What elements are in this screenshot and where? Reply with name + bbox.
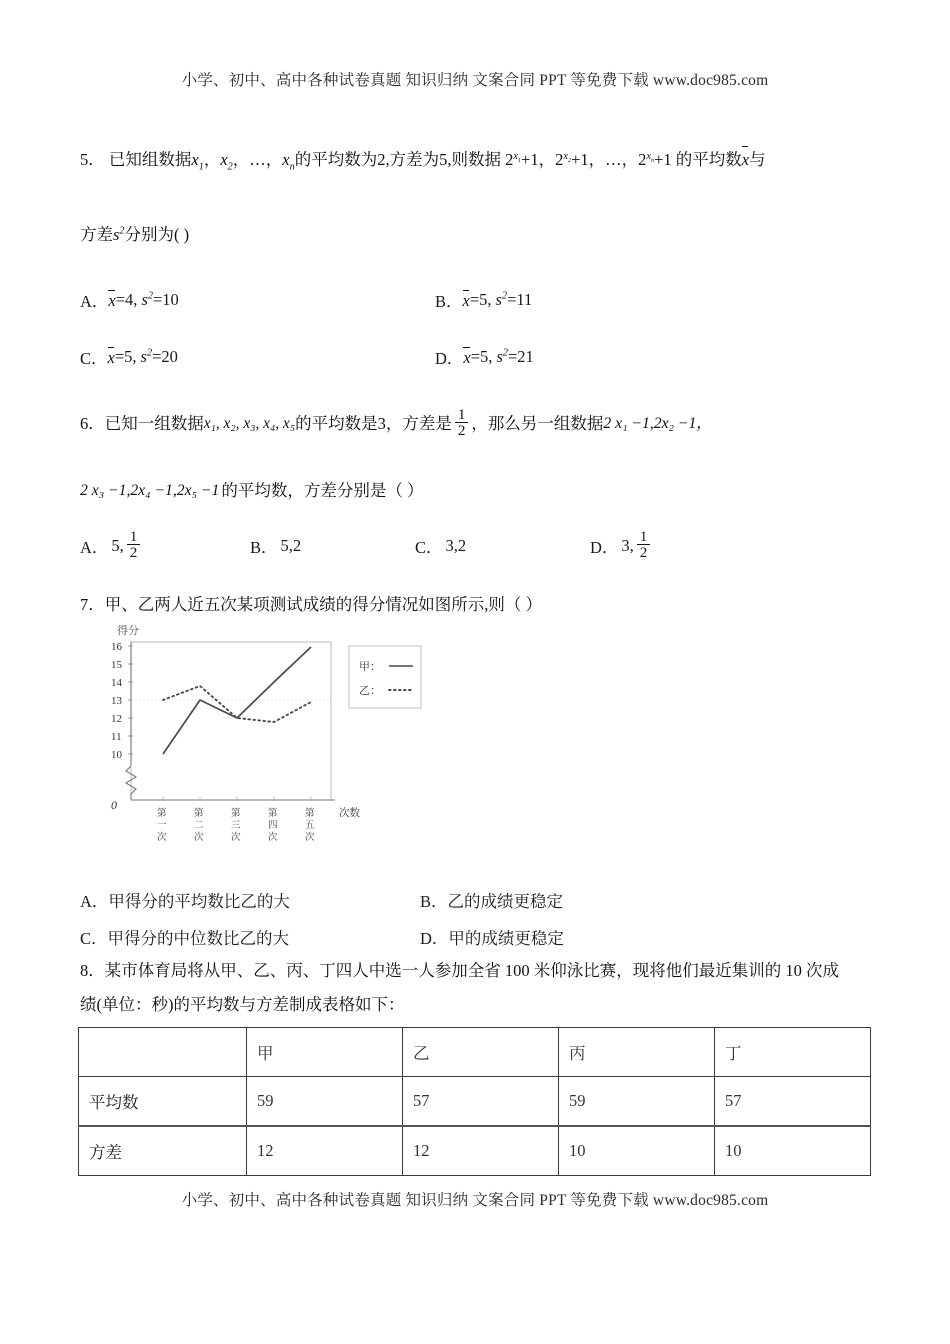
svg-text:13: 13 <box>111 695 122 707</box>
q7-option-c[interactable]: C．甲得分的中位数比乙的大 <box>80 929 290 948</box>
q6-option-d-label: D． <box>590 537 619 557</box>
chart-x-label-5-c2: 五 <box>305 820 315 831</box>
table-cell-mean-yi: 57 <box>403 1077 559 1127</box>
svg-text:16: 16 <box>111 641 122 653</box>
q5-option-c[interactable] <box>80 345 435 369</box>
q6-text-1: 已知一组数据 <box>104 414 204 434</box>
table-cell-variance-yi: 12 <box>403 1126 559 1176</box>
chart-x-label-4-c1: 第 <box>268 808 278 819</box>
q6-option-c[interactable] <box>415 530 590 562</box>
question-5-stem-line-2 <box>80 222 870 248</box>
question-6-number: 6． <box>80 414 105 434</box>
table-header-cell-2: 乙 <box>403 1028 559 1077</box>
q5-exp-x2: x2 <box>563 150 572 164</box>
question-7-stem <box>80 592 870 618</box>
q6-option-b[interactable] <box>250 530 415 562</box>
chart-series-yi-line <box>163 686 311 722</box>
q5-option-c-mean-value: =5, <box>114 347 137 366</box>
table-cell-mean-bing: 59 <box>559 1077 715 1127</box>
chart-x-label-2-c2: 二 <box>194 820 204 831</box>
q6-option-b-label: B． <box>250 537 278 557</box>
q5-option-d-label: D． <box>435 349 464 368</box>
table-header-row <box>79 1028 871 1077</box>
q6-option-b-value: 5,2 <box>280 535 302 555</box>
svg-text:10: 10 <box>111 749 122 761</box>
q5-exp-x1: x1 <box>513 150 522 164</box>
chart-x-categories <box>157 807 315 843</box>
table-cell-variance-ding: 10 <box>715 1126 871 1176</box>
q5-option-c-variance-symbol: $s^2$ <box>140 347 153 366</box>
q5-text-8: 与 <box>749 150 766 169</box>
q6-option-d[interactable] <box>590 530 653 562</box>
q6-expression-1: 2 x₁ −1,2x₂ −1， <box>603 414 712 432</box>
q5-option-c-label: C． <box>80 349 108 368</box>
chart-x-label-3-c3: 次 <box>231 832 241 843</box>
chart-y-ticks <box>111 641 133 761</box>
q5-mean-symbol: x <box>742 146 749 173</box>
q8-text-1: 某市体育局将从甲、乙、丙、丁四人中选一人参加全省 100 米仰泳比赛，现将他们最近集训的 10 次成 <box>104 961 839 980</box>
q6-option-a-fraction: $\frac{1}{2}$ <box>127 529 141 561</box>
q5-variance-symbol: $s^2$ <box>113 225 125 244</box>
q7-option-a[interactable]: A．甲得分的平均数比乙的大 <box>80 892 290 911</box>
q5-option-b-label: B． <box>435 292 463 311</box>
chart-y-axis-label: 得分 <box>117 625 139 637</box>
q5-text-3: ，…， <box>232 150 283 169</box>
q6-option-a-label: A． <box>80 537 109 557</box>
q7-option-d[interactable]: D．甲的成绩更稳定 <box>420 929 564 948</box>
q5-option-c-variance-value: =20 <box>152 347 178 366</box>
table-cell-variance-jia: 12 <box>247 1126 403 1176</box>
question-6-options-row <box>80 530 870 562</box>
q6-option-a-value: 5, <box>111 535 124 555</box>
q5-option-b-mean-symbol: x <box>462 290 470 310</box>
q7-text: 甲、乙两人近五次某项测试成绩的得分情况如图所示,则（ ） <box>104 595 542 614</box>
q6-text-2: 的平均数是3，方差是 <box>295 414 452 434</box>
table-cell-variance-bing: 10 <box>559 1126 715 1176</box>
question-8-stem-line-1 <box>80 958 870 984</box>
chart-x-label-5-c1: 第 <box>305 808 315 819</box>
q6-variables: x₁, x₂, x₃, x₄, x₅ <box>203 415 296 433</box>
q5-text-5: +1，2 <box>521 150 564 169</box>
chart-x-axis-label: 次数 <box>339 807 360 819</box>
q5-text-4: 的平均数为2,方差为5,则数据 2 <box>294 150 514 169</box>
q5-option-a-mean-value: =4, <box>115 290 138 309</box>
q6-option-c-value: 3,2 <box>445 535 467 555</box>
question-6-stem-line-1 <box>80 408 870 440</box>
question-5-options-row-1 <box>80 288 870 312</box>
q5-option-b-variance-value: =11 <box>507 290 533 309</box>
question-7-line-chart <box>103 620 428 848</box>
chart-x-label-5-c3: 次 <box>305 832 315 843</box>
q5-option-d[interactable] <box>435 345 534 369</box>
q5-option-a-mean-symbol: x <box>108 290 116 310</box>
table-row <box>79 1126 871 1176</box>
q6-expression-2: 2 x₃ −1,2x₄ −1,2x₅ −1 <box>80 482 220 500</box>
q6-option-d-value: 3, <box>621 535 634 555</box>
q5-option-b-variance-symbol: $s^2$ <box>495 290 508 309</box>
q6-text-3: ，那么另一组数据 <box>471 414 604 434</box>
q5-variance-label: 方差 <box>80 225 113 244</box>
question-8-number: 8． <box>80 961 105 980</box>
q5-text-6: +1，…，2 <box>571 150 647 169</box>
question-7-number: 7． <box>80 595 105 614</box>
table-cell-mean-jia: 59 <box>247 1077 403 1127</box>
table-row-label-mean: 平均数 <box>79 1077 247 1127</box>
chart-x-label-3-c2: 三 <box>231 820 241 831</box>
table-header-cell-4: 丁 <box>715 1028 871 1077</box>
q5-option-d-variance-symbol: $s^2$ <box>496 347 508 366</box>
watermark-top: 小学、初中、高中各种试卷真题 知识归纳 文案合同 PPT 等免费下载 www.doc985.com <box>181 72 769 89</box>
chart-x-label-3-c1: 第 <box>231 808 241 819</box>
q5-text-1: 已知组数据 <box>108 150 192 169</box>
table-header-cell-0 <box>79 1028 247 1077</box>
q6-option-d-fraction: $\frac{1}{2}$ <box>637 529 651 561</box>
q5-text-7: +1 的平均数 <box>654 150 742 169</box>
chart-plot-area <box>131 642 331 800</box>
chart-svg <box>103 620 428 848</box>
q5-option-d-variance-value: =21 <box>507 347 534 366</box>
statistics-table <box>78 1027 871 1176</box>
table-header-cell-3: 丙 <box>559 1028 715 1077</box>
question-8-stem-line-2 <box>80 992 870 1018</box>
q5-var-xn: $x_n$ <box>282 150 295 173</box>
question-5-options-row-2 <box>80 345 870 369</box>
q5-option-b[interactable] <box>435 288 532 312</box>
question-5-stem-line-1 <box>80 146 870 175</box>
chart-x-label-4-c2: 四 <box>268 820 278 831</box>
q5-var-x1: $x_1$ <box>191 150 204 173</box>
svg-text:11: 11 <box>111 731 122 743</box>
table-row-label-variance: 方差 <box>79 1126 247 1176</box>
q5-option-a-label: A． <box>80 292 109 311</box>
q5-option-a[interactable] <box>80 288 435 312</box>
chart-x-label-1-c3: 次 <box>157 832 167 843</box>
chart-x-label-2-c3: 次 <box>194 832 204 843</box>
q5-text-2: ， <box>203 150 221 169</box>
chart-series-jia-line <box>163 647 311 754</box>
question-7-options-row-2 <box>80 925 870 949</box>
q7-option-b[interactable]: B．乙的成绩更稳定 <box>420 892 564 911</box>
q6-option-a[interactable] <box>80 530 250 562</box>
q5-option-b-mean-value: =5, <box>469 290 492 309</box>
q8-text-2: 绩(单位：秒)的平均数与方差制成表格如下： <box>80 995 405 1014</box>
q6-variance-fraction: $\frac{1}{2}$ <box>455 407 469 439</box>
chart-x-label-4-c3: 次 <box>268 832 278 843</box>
chart-legend-label-jia: 甲： <box>359 661 381 673</box>
q5-option-a-variance-value: =10 <box>152 290 179 309</box>
table-row <box>79 1077 871 1127</box>
q5-var-x2: $x_2$ <box>220 150 233 173</box>
chart-x-label-2-c1: 第 <box>194 808 204 819</box>
q5-exp-xn: xn <box>646 150 655 164</box>
chart-x-label-1-c1: 第 <box>157 808 167 819</box>
q6-text-4: 的平均数，方差分别是（ ） <box>221 481 424 500</box>
q5-option-d-mean-value: =5, <box>470 347 493 366</box>
q5-option-c-mean-symbol: x <box>107 347 115 367</box>
chart-legend-label-yi: 乙： <box>359 685 381 697</box>
chart-x-label-1-c2: 一 <box>157 820 167 831</box>
question-6-stem-line-2 <box>80 478 870 504</box>
watermark-bottom: 小学、初中、高中各种试卷真题 知识归纳 文案合同 PPT 等免费下载 www.doc985.com <box>181 1192 769 1209</box>
question-8-table-wrapper <box>78 1027 870 1176</box>
svg-text:14: 14 <box>111 677 122 689</box>
chart-origin-label: 0 <box>111 798 117 812</box>
svg-text:12: 12 <box>111 713 122 725</box>
question-5-number: 5． <box>80 150 105 169</box>
question-7-options-row-1 <box>80 888 870 912</box>
svg-text:15: 15 <box>111 659 122 671</box>
q6-option-c-label: C． <box>415 537 443 557</box>
q5-option-a-variance-symbol: $s^2$ <box>141 290 153 309</box>
q5-text-9: 分别为( ) <box>124 225 190 244</box>
q5-option-d-mean-symbol: x <box>463 347 471 367</box>
chart-legend-box <box>349 646 421 708</box>
table-header-cell-1: 甲 <box>247 1028 403 1077</box>
table-cell-mean-ding: 57 <box>715 1077 871 1127</box>
